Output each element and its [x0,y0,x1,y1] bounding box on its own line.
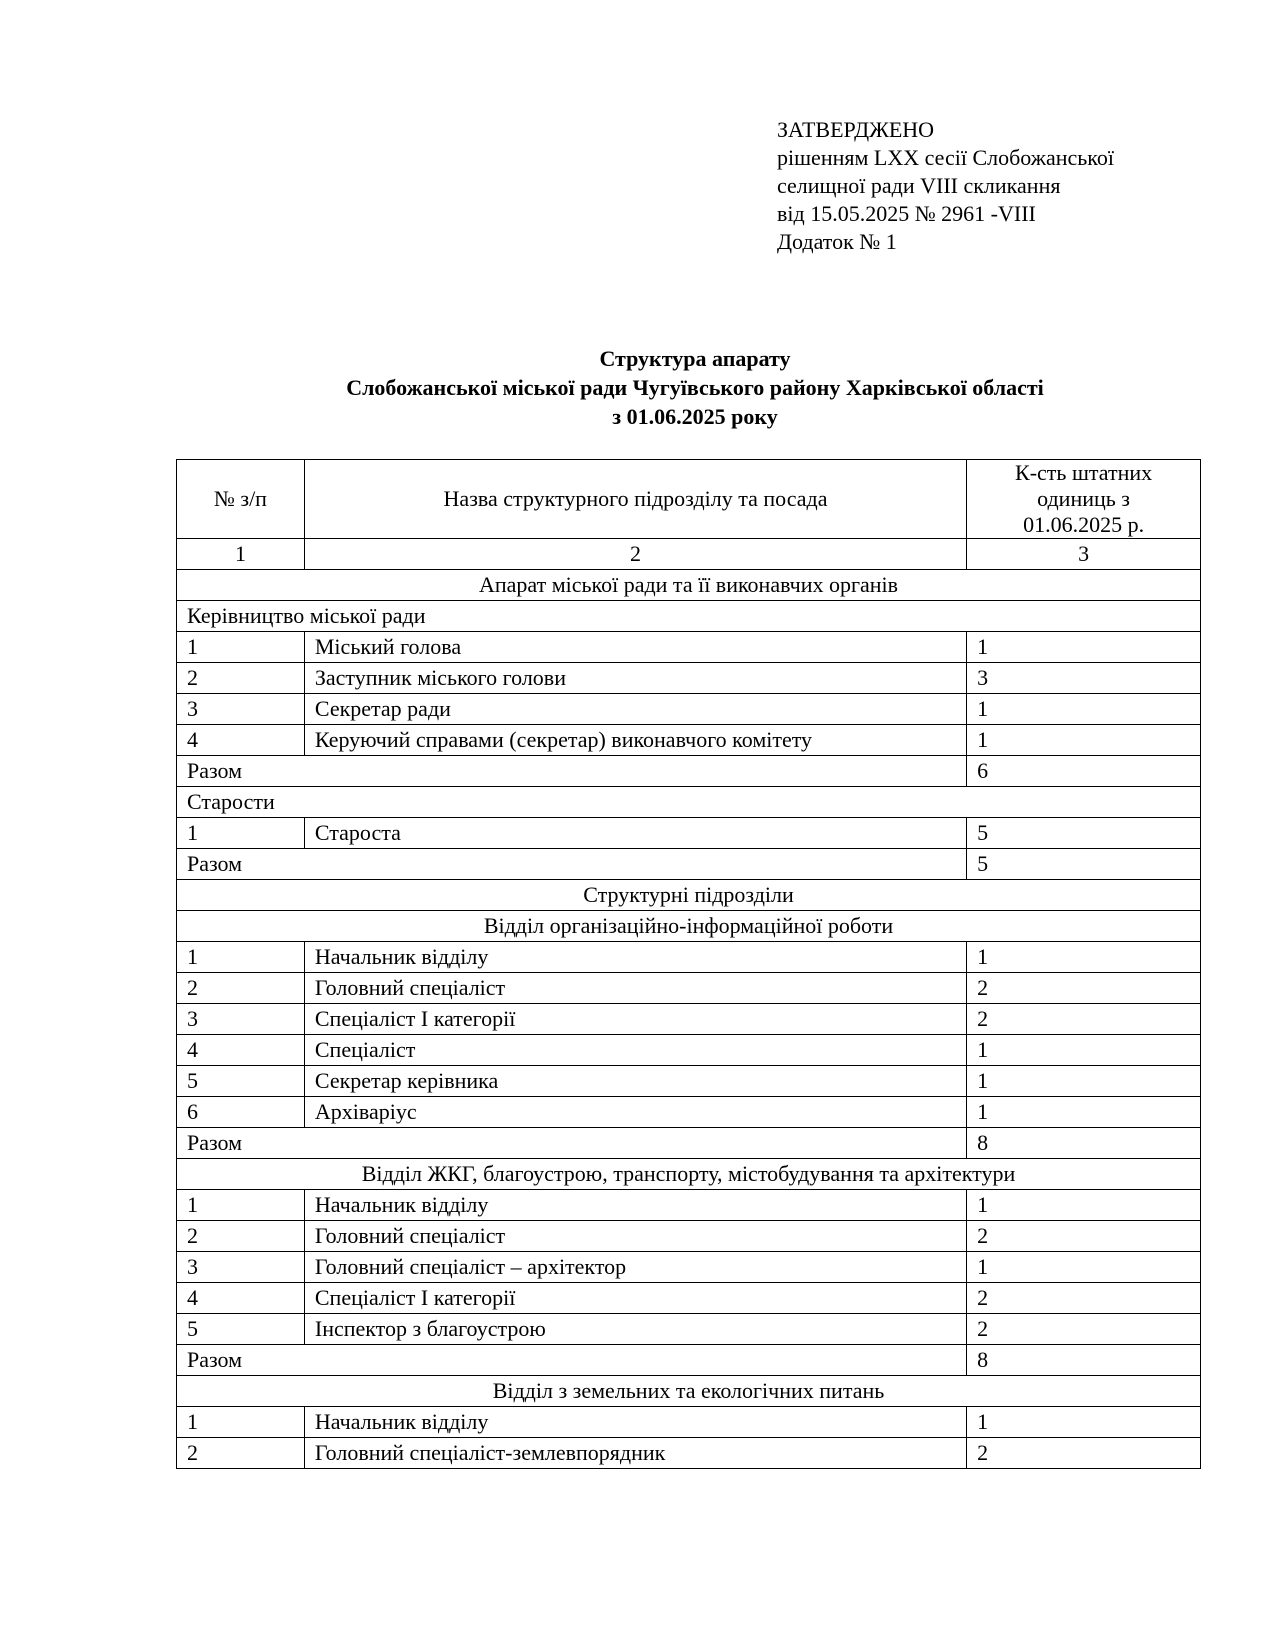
position-name: Начальник відділу [304,1190,966,1221]
row-number: 1 [177,1190,305,1221]
position-name: Головний спеціаліст – архітектор [304,1252,966,1283]
staff-count: 1 [967,725,1201,756]
header-num: № з/п [177,460,305,539]
table-row [177,1004,1201,1035]
department-title: Відділ організаційно-інформаційної роботи [177,911,1201,942]
department-row [177,1376,1201,1407]
position-name: Головний спеціаліст [304,1221,966,1252]
table-row [177,1283,1201,1314]
title-line: з 01.06.2025 року [612,404,778,429]
total-row [177,1128,1201,1159]
row-number: 4 [177,725,305,756]
group-title: Старости [177,787,1201,818]
table-row [177,1066,1201,1097]
staff-count: 1 [967,632,1201,663]
table-header-row [177,460,1201,539]
department-row [177,911,1201,942]
table-row [177,1221,1201,1252]
total-value: 6 [967,756,1201,787]
row-number: 2 [177,1438,305,1469]
section-row [177,570,1201,601]
table-row [177,1314,1201,1345]
table-row [177,1097,1201,1128]
approval-line: рішенням LXX сесії Слобожанської [777,145,1114,170]
approval-line: Додаток № 1 [777,229,897,254]
header-name: Назва структурного підрозділу та посада [304,460,966,539]
row-number: 1 [177,632,305,663]
group-title: Керівництво міської ради [177,601,1201,632]
row-number: 3 [177,694,305,725]
document-title [0,344,1275,431]
staff-count: 1 [967,1252,1201,1283]
position-name: Спеціаліст [304,1035,966,1066]
total-label: Разом [177,1345,967,1376]
staff-count: 2 [967,1438,1201,1469]
column-numbers-row [177,539,1201,570]
table-row [177,694,1201,725]
staff-count: 2 [967,973,1201,1004]
position-name: Секретар керівника [304,1066,966,1097]
position-name: Міський голова [304,632,966,663]
position-name: Начальник відділу [304,1407,966,1438]
position-name: Архіваріус [304,1097,966,1128]
staff-count: 3 [967,663,1201,694]
group-row [177,601,1201,632]
table-row [177,1190,1201,1221]
position-name: Головний спеціаліст [304,973,966,1004]
total-label: Разом [177,1128,967,1159]
row-number: 2 [177,663,305,694]
column-number: 3 [967,539,1201,570]
staff-count: 2 [967,1221,1201,1252]
position-name: Заступник міського голови [304,663,966,694]
staff-count: 1 [967,1097,1201,1128]
header-count-line: К-сть штатних [1015,460,1153,485]
total-label: Разом [177,849,967,880]
approval-line: ЗАТВЕРДЖЕНО [777,117,935,142]
row-number: 2 [177,1221,305,1252]
row-number: 5 [177,1314,305,1345]
table-row [177,973,1201,1004]
row-number: 3 [177,1252,305,1283]
header-count-line: одиниць з [1037,486,1131,511]
staff-count: 5 [967,818,1201,849]
table-row [177,1252,1201,1283]
table-row [177,818,1201,849]
position-name: Керуючий справами (секретар) виконавчого комітету [304,725,966,756]
position-name: Спеціаліст І категорії [304,1004,966,1035]
row-number: 4 [177,1035,305,1066]
row-number: 5 [177,1066,305,1097]
approval-stamp [777,116,1114,256]
title-line: Структура апарату [599,346,791,371]
department-title: Відділ ЖКГ, благоустрою, транспорту, містобудування та архітектури [177,1159,1201,1190]
section-title: Апарат міської ради та її виконавчих органів [177,570,1201,601]
column-number: 2 [304,539,966,570]
header-count-line: 01.06.2025 р. [1023,512,1145,537]
staff-count: 1 [967,1407,1201,1438]
position-name: Головний спеціаліст-землевпорядник [304,1438,966,1469]
total-value: 5 [967,849,1201,880]
table-row [177,942,1201,973]
total-value: 8 [967,1345,1201,1376]
staff-count: 1 [967,1190,1201,1221]
staff-count: 2 [967,1004,1201,1035]
total-row [177,756,1201,787]
total-value: 8 [967,1128,1201,1159]
position-name: Спеціаліст І категорії [304,1283,966,1314]
row-number: 6 [177,1097,305,1128]
section-row [177,880,1201,911]
staff-count: 1 [967,942,1201,973]
table-row [177,1438,1201,1469]
staff-count: 1 [967,1035,1201,1066]
title-line: Слобожанської міської ради Чугуївського району Харківської області [346,375,1044,400]
approval-line: від 15.05.2025 № 2961 -VIII [777,201,1036,226]
table-row [177,725,1201,756]
table-row [177,1035,1201,1066]
staff-count: 2 [967,1314,1201,1345]
table-row [177,632,1201,663]
group-row [177,787,1201,818]
row-number: 4 [177,1283,305,1314]
staff-count: 1 [967,1066,1201,1097]
department-row [177,1159,1201,1190]
staff-structure-table [176,459,1201,1469]
section-title: Структурні підрозділи [177,880,1201,911]
position-name: Староста [304,818,966,849]
row-number: 3 [177,1004,305,1035]
total-label: Разом [177,756,967,787]
position-name: Інспектор з благоустрою [304,1314,966,1345]
table-row [177,1407,1201,1438]
total-row [177,1345,1201,1376]
column-number: 1 [177,539,305,570]
total-row [177,849,1201,880]
position-name: Начальник відділу [304,942,966,973]
row-number: 2 [177,973,305,1004]
row-number: 1 [177,1407,305,1438]
approval-line: селищної ради VIII скликання [777,173,1061,198]
staff-count: 1 [967,694,1201,725]
row-number: 1 [177,942,305,973]
department-title: Відділ з земельних та екологічних питань [177,1376,1201,1407]
header-count [967,460,1201,539]
table-row [177,663,1201,694]
staff-count: 2 [967,1283,1201,1314]
row-number: 1 [177,818,305,849]
position-name: Секретар ради [304,694,966,725]
